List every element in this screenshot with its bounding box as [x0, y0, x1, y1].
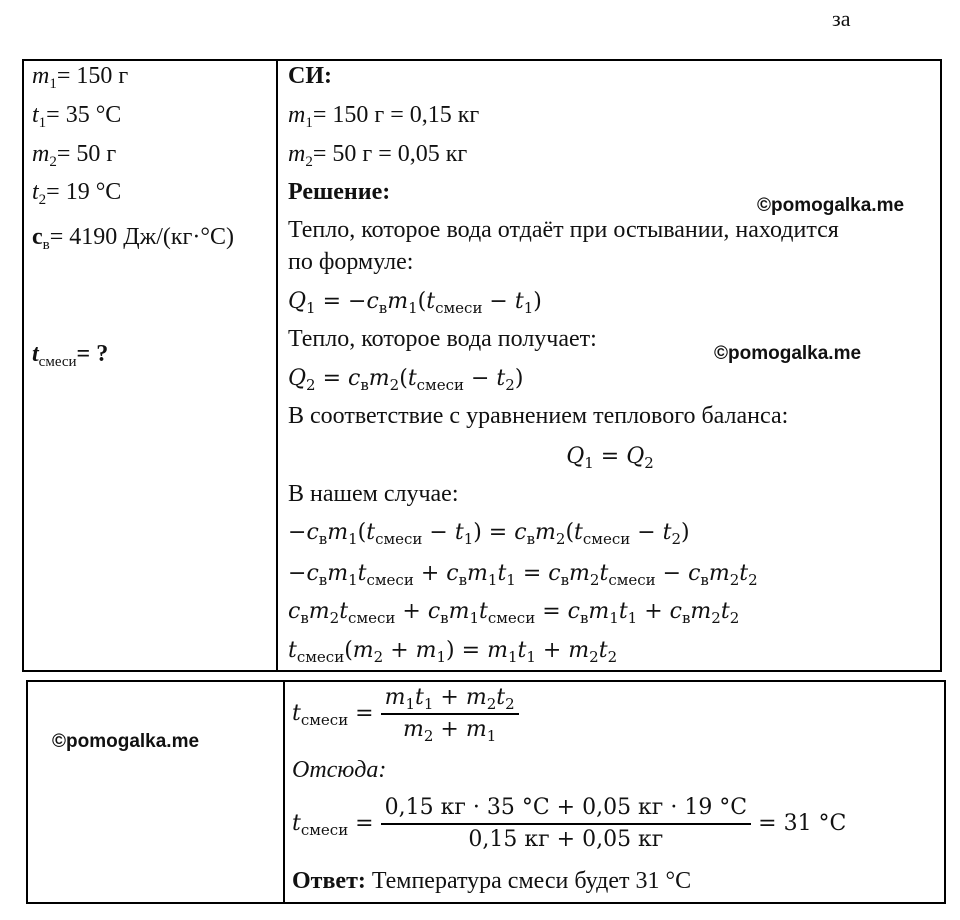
from-here-label: Отсюда:: [292, 757, 387, 783]
calculation-result: = 31 °C: [758, 811, 847, 836]
answer: [292, 866, 691, 896]
si-m2: $m_2= 50$ г = 0,05 кг: [288, 141, 468, 170]
given-m2: $m_2= 50$ г: [32, 141, 117, 170]
column-divider: [283, 682, 285, 902]
solution-text-2: Тепло, которое вода получает:: [288, 326, 597, 352]
formula-step-2: $-c_вm_1t_{смеси} + c_вm_1t_1 = c_вm_2t_{смеси} - c_вm_2t_2$: [288, 561, 758, 589]
formula-step-3: $c_вm_2t_{смеси} + c_вm_1t_{смеси} = c_вm_1t_1 + c_вm_2t_2$: [288, 599, 740, 627]
given-m1: $m_1= 150$ г: [32, 63, 129, 92]
column-divider: [276, 61, 278, 670]
answer-label: Ответ:: [292, 868, 366, 894]
formula-q1: $Q_1 = -c_вm_1(t_{смеси} - t_1)$: [288, 289, 542, 317]
calculation-denominator: 0,15 кг + 0,05 кг: [468, 827, 664, 852]
given-unknown: $t_{смеси}=$ ?: [32, 341, 109, 370]
solution-text-1a: Тепло, которое вода отдаёт при остывании, находится: [288, 217, 839, 243]
solution-text-1b: по формуле:: [288, 249, 414, 275]
si-m1: $m_1= 150$ г = 0,15 кг: [288, 102, 480, 131]
formula-calculation: $t_{смеси}$ = $\frac{0,15 кг \cdot 35 ^\circ C + 0,05 кг \cdot 19 ^\circ C}{0,15 кг + 0,05 кг}$ = 31 °C: [292, 793, 846, 855]
si-header: СИ:: [288, 63, 332, 89]
solution-header: Решение:: [288, 179, 391, 205]
fraction: $\frac{m_1t_1 + m_2t_2}{m_2 + m_1}$: [381, 683, 519, 745]
given-t1: $t_1= 35$ °C: [32, 102, 122, 131]
formula-step-1: $-c_вm_1(t_{смеси} - t_1) = c_вm_2(t_{смеси} - t_2)$: [288, 520, 690, 548]
given-specific-heat: $c_в= 4190$ Дж/(кг·°C): [32, 224, 234, 253]
formula-t-mix: $t_{смеси}$ = $\frac{m_1t_1 + m_2t_2}{m_2 + m_1}$: [292, 683, 519, 745]
calculation-numerator: 0,15 кг · 35 °C + 0,05 кг · 19 °C: [381, 793, 752, 825]
page-corner-text: за: [832, 6, 851, 31]
solution-text-4: В нашем случае:: [288, 481, 459, 507]
calculation-fraction: [381, 793, 752, 855]
formula-q2: $Q_2 = c_вm_2(t_{смеси} - t_2)$: [288, 366, 524, 394]
given-t2: $t_2= 19$ °C: [32, 179, 122, 208]
solution-text-3: В соответствие с уравнением теплового баланса:: [288, 403, 789, 429]
formula-step-4: $t_{смеси}(m_2 + m_1) = m_1t_1 + m_2t_2$: [288, 638, 618, 666]
watermark: ©pomogalka.me: [757, 195, 905, 216]
formula-balance: $Q_1 = Q_2$: [566, 444, 654, 472]
answer-text: Температура смеси будет 31 °C: [365, 868, 692, 894]
watermark: ©pomogalka.me: [52, 731, 200, 752]
watermark: ©pomogalka.me: [714, 343, 862, 364]
